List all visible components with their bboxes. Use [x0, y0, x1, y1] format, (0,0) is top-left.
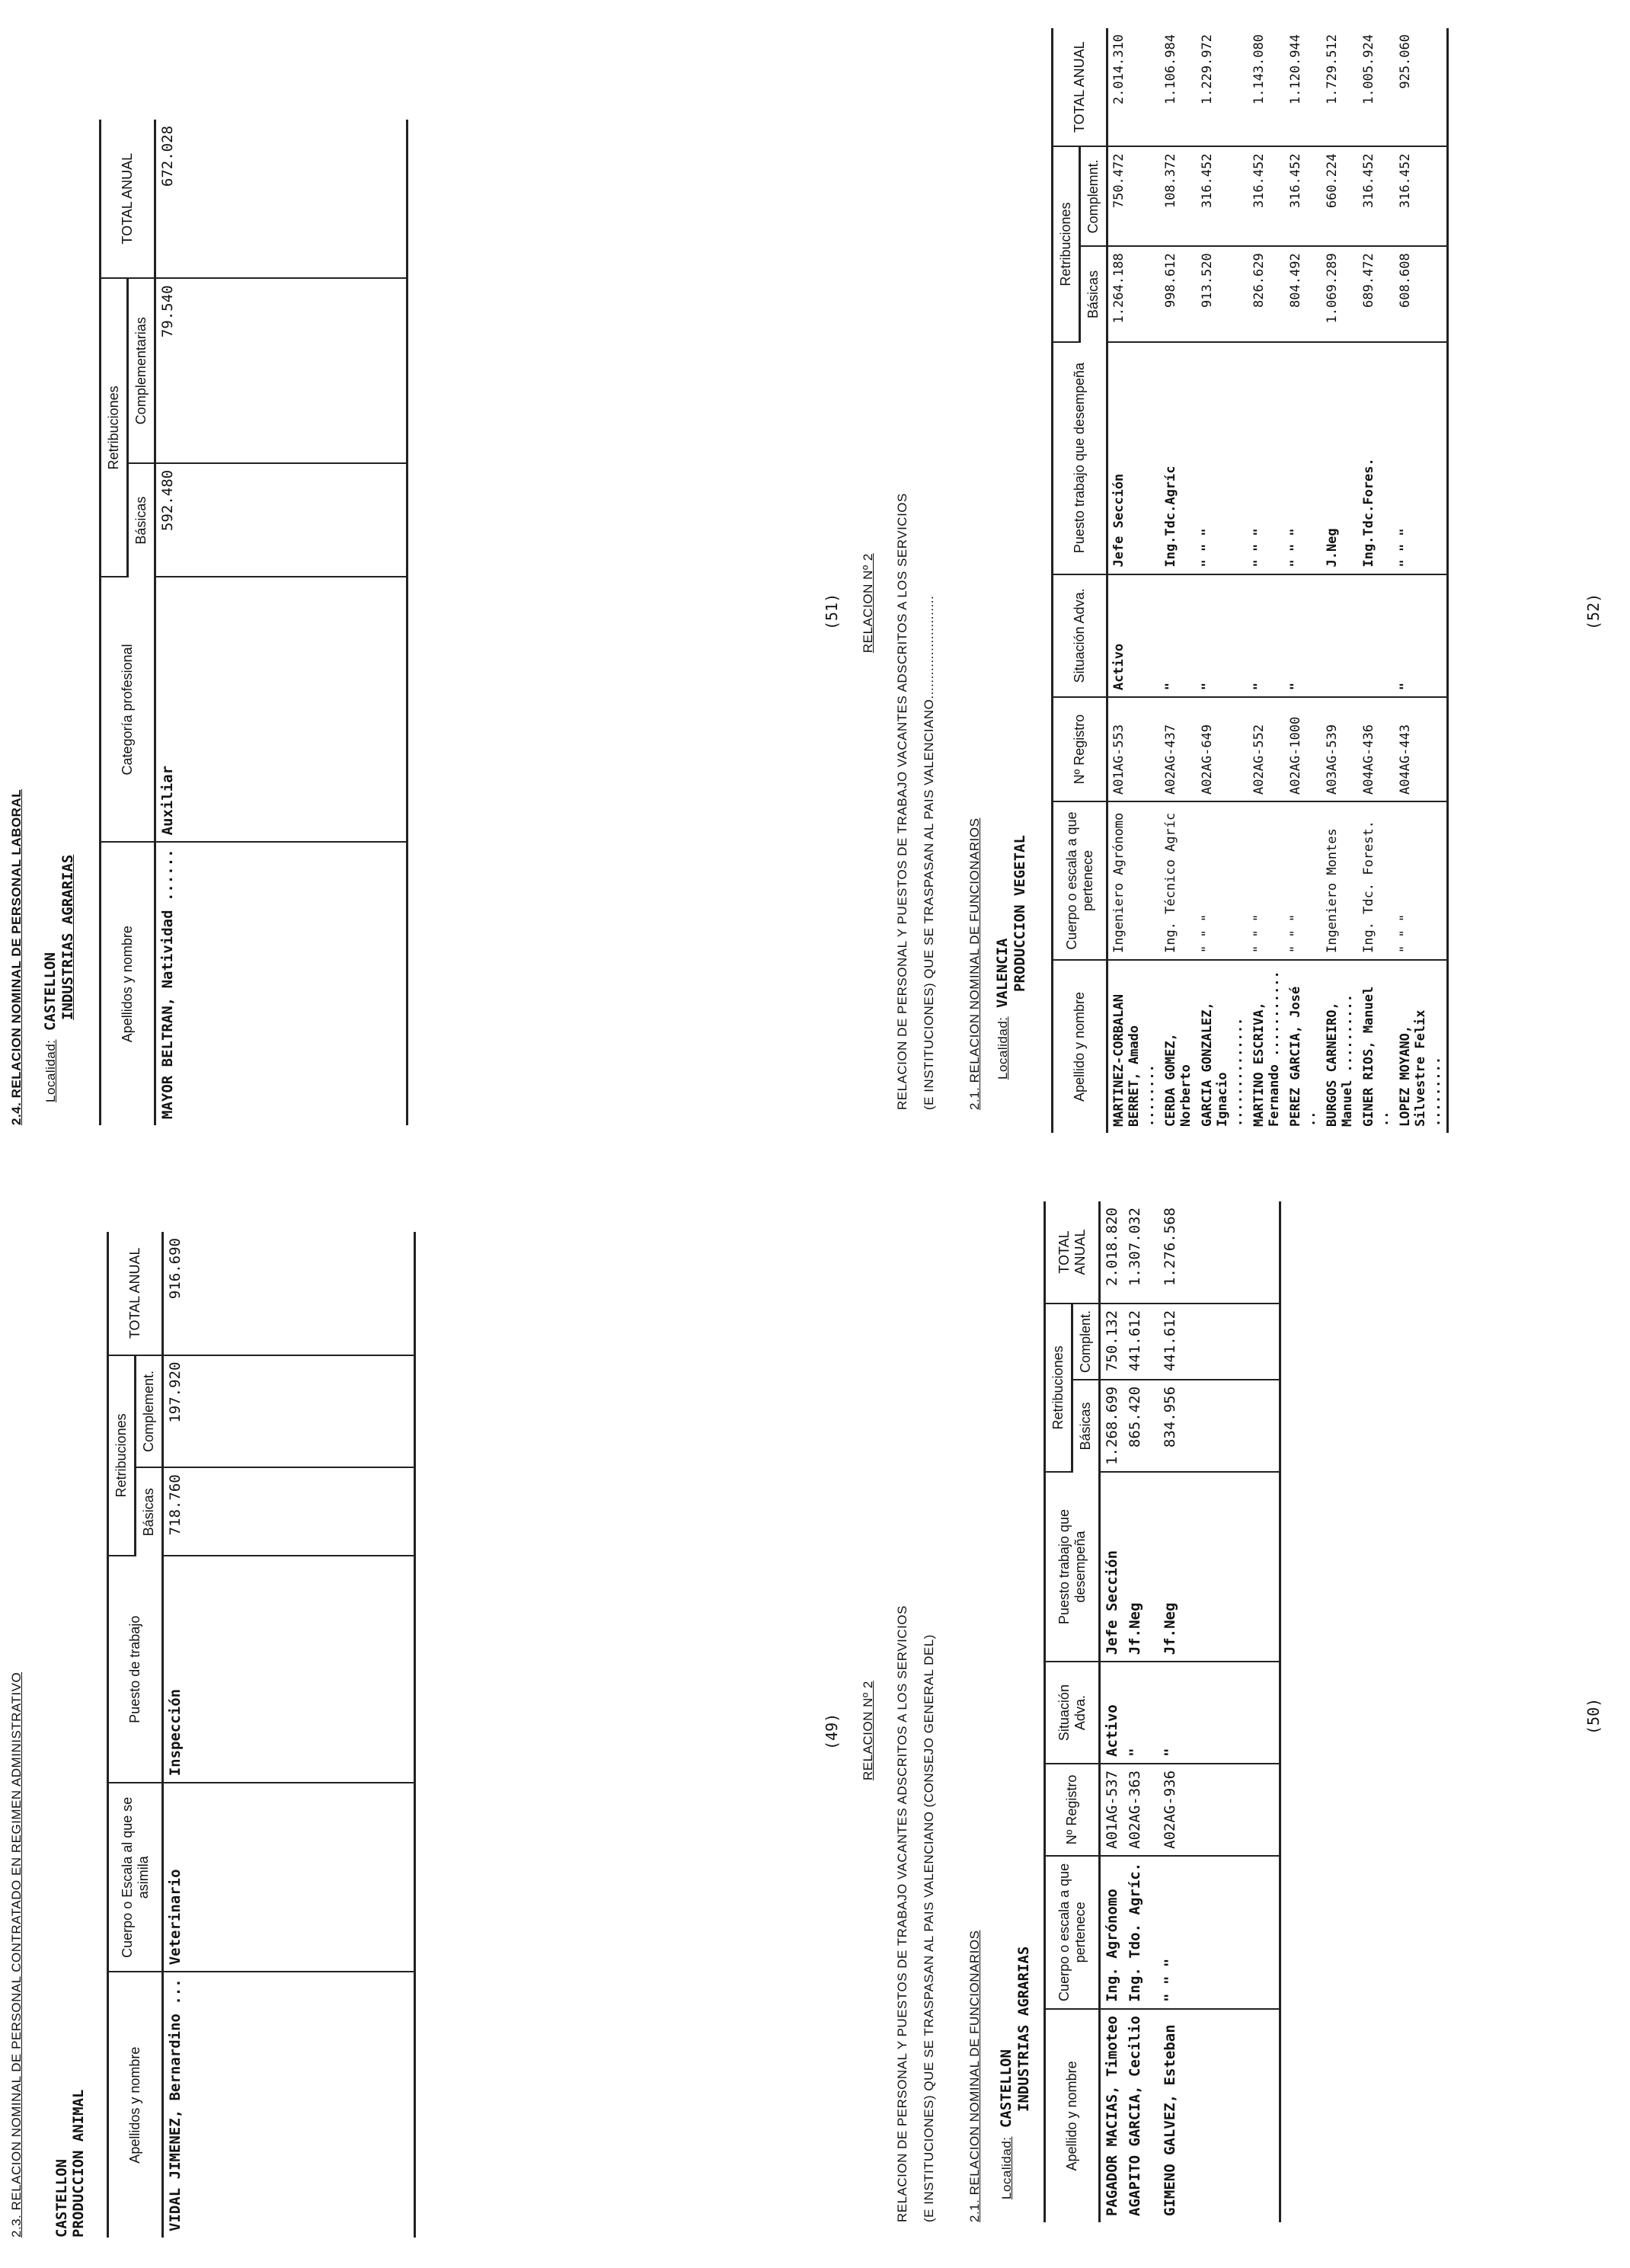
- cell: " " ": [1146, 1856, 1280, 2009]
- cell: 1.268.699: [1100, 1380, 1124, 1472]
- table-row: [1123, 1201, 1146, 2222]
- cell: 913.520: [1197, 246, 1248, 341]
- relacion-number: RELACION Nº 2: [861, 553, 875, 653]
- cell: " " ": [1248, 342, 1285, 574]
- officials-table-valencia: [1051, 28, 1449, 1133]
- cell: Ingeniero Agrónomo: [1107, 801, 1161, 960]
- cell: 916.690: [163, 1232, 415, 1355]
- cell: [1358, 574, 1395, 698]
- cell: " " ": [1285, 801, 1322, 960]
- place-unit: INDUSTRIAS AGRARIAS: [1015, 1946, 1032, 2112]
- cell: ": [1197, 574, 1248, 698]
- cell: 1.307.032: [1123, 1201, 1146, 1304]
- cell: CERDA GOMEZ, Norberto: [1163, 1033, 1194, 1127]
- place-province: CASTELLON: [998, 2049, 1015, 2129]
- col-header: Retribuciones: [1045, 1304, 1072, 1472]
- cell: 1.069.289: [1322, 246, 1358, 341]
- cell: [1322, 574, 1358, 698]
- table-row: [1322, 28, 1358, 1133]
- cell: 316.452: [1285, 147, 1322, 247]
- cell: 865.420: [1123, 1380, 1146, 1472]
- section-heading-2-1: 2.1. RELACION NOMINAL DE FUNCIONARIOS: [967, 817, 982, 1110]
- table-row: [1197, 28, 1248, 1133]
- cell: A02AG-437: [1160, 697, 1197, 801]
- col-header: Categoría profesional: [101, 577, 155, 842]
- cell: 660.224: [1322, 147, 1358, 247]
- col-header: Cuerpo o Escala al que se asimila: [108, 1783, 163, 1972]
- location-label: Localidad:: [43, 1039, 58, 1102]
- cell: " " ": [1197, 801, 1248, 960]
- page-number: (49): [823, 1713, 841, 1750]
- col-header: Puesto trabajo que desempeña: [1053, 342, 1107, 574]
- cell: " " ": [1285, 342, 1322, 574]
- cell: 804.492: [1285, 246, 1322, 341]
- cell: A01AG-537: [1100, 1764, 1124, 1856]
- contract-staff-table: [107, 1232, 416, 2238]
- cell: 998.612: [1160, 246, 1197, 341]
- cell: ": [1146, 1662, 1280, 1764]
- page-number: (50): [1584, 1697, 1603, 1735]
- col-header: Complent.: [1072, 1304, 1100, 1380]
- cell: 2.014.310: [1107, 28, 1161, 147]
- place-unit: PRODUCCION ANIMAL: [70, 2089, 87, 2238]
- col-header: Básicas: [1080, 246, 1107, 341]
- cell: 672.028: [155, 120, 408, 278]
- cell: AGAPITO GARCIA, Cecilio: [1127, 2015, 1143, 2216]
- table-row: [155, 120, 408, 1125]
- cell: A03AG-539: [1322, 697, 1358, 801]
- col-header: TOTAL ANUAL: [108, 1232, 163, 1355]
- cell: 689.472: [1358, 246, 1395, 341]
- cell: A04AG-436: [1358, 697, 1395, 801]
- col-header: Apellidos y nombre: [101, 842, 155, 1125]
- cell: 1.276.568: [1146, 1201, 1280, 1304]
- col-header: Complementarias: [128, 278, 155, 462]
- col-header: Puesto trabajo que desempeña: [1045, 1472, 1100, 1662]
- table-row: [1100, 1201, 1124, 2222]
- cell: " " ": [1395, 342, 1448, 574]
- officials-table-castellon: [1044, 1201, 1281, 2222]
- col-header: Retribuciones: [101, 278, 128, 577]
- cell: " " ": [1197, 342, 1248, 574]
- cell: Jefe Sección: [1107, 342, 1161, 574]
- table-row: [1160, 28, 1197, 1133]
- cell: 834.956: [1146, 1380, 1280, 1472]
- cell: ": [1285, 574, 1322, 698]
- section-heading-2-3: 2.3. RELACION NOMINAL DE PERSONAL CONTRATADO EN REGIMEN ADMINISTRATIVO: [9, 1671, 24, 2238]
- cell: ": [1395, 574, 1448, 698]
- cell: 1.229.972: [1197, 28, 1248, 147]
- cell: 1.106.984: [1160, 28, 1197, 147]
- cell: A02AG-1000: [1285, 697, 1322, 801]
- cell: 197.920: [163, 1355, 415, 1468]
- cell: Jefe Sección: [1100, 1472, 1124, 1662]
- cell: Veterinario: [163, 1783, 415, 1972]
- cell: Jf.Neg: [1123, 1472, 1146, 1662]
- section-heading-2-1: 2.1. RELACION NOMINAL DE FUNCIONARIOS: [967, 1930, 982, 2222]
- cell: 1.143.080: [1248, 28, 1285, 147]
- col-header: Complemnt.: [1080, 147, 1107, 247]
- place-unit: PRODUCCION VEGETAL: [1012, 835, 1028, 992]
- col-header: Puesto de trabajo: [108, 1556, 163, 1783]
- cell: MARTINEZ-CORBALAN BERRET, Amado ........: [1111, 994, 1157, 1127]
- cell: Jf.Neg: [1146, 1472, 1280, 1662]
- col-header: Apellido y nombre: [1045, 2009, 1100, 2222]
- cell: A02AG-649: [1197, 697, 1248, 801]
- document-title-line1: RELACION DE PERSONAL Y PUESTOS DE TRABAJO VACANTES ADSCRITOS A LOS SERVICIOS: [895, 1605, 909, 2222]
- cell: Ing. Agrónomo: [1100, 1856, 1124, 2009]
- table-row: [1285, 28, 1322, 1133]
- place-province: VALENCIA: [994, 938, 1011, 1009]
- col-header: Situación Adva.: [1045, 1662, 1100, 1764]
- cell: A02AG-552: [1248, 697, 1285, 801]
- cell: 1.120.944: [1285, 28, 1322, 147]
- cell: BURGOS CARNEIRO, Manuel ..........: [1325, 994, 1355, 1127]
- col-header: Retribuciones: [108, 1355, 136, 1556]
- table-row: [1107, 28, 1161, 1133]
- cell: LOPEZ MOYANO, Silvestre Felix .........: [1395, 960, 1448, 1133]
- cell: ": [1160, 574, 1197, 698]
- section-heading-2-4: 2.4. RELACION NOMINAL DE PERSONAL LABORAL: [9, 789, 24, 1125]
- cell: ": [1248, 574, 1285, 698]
- cell: Ing.Tdc.Fores.: [1358, 342, 1395, 574]
- cell: PAGADOR MACIAS, Timoteo: [1104, 2015, 1120, 2216]
- cell: 2.018.820: [1100, 1201, 1124, 1304]
- location-label: Localidad:: [996, 1016, 1010, 1080]
- cell: J.Neg: [1322, 342, 1358, 574]
- col-header: Nº Registro: [1045, 1764, 1100, 1856]
- cell: 316.452: [1395, 147, 1448, 247]
- cell: Activo: [1107, 574, 1161, 698]
- location-label: Localidad:: [999, 2136, 1014, 2199]
- cell: 316.452: [1248, 147, 1285, 247]
- table-row: [163, 1232, 415, 2238]
- page-number: (52): [1584, 593, 1603, 630]
- cell: Ing. Técnico Agríc: [1160, 801, 1197, 960]
- cell: A01AG-553: [1107, 697, 1161, 801]
- cell: 1.729.512: [1322, 28, 1358, 147]
- cell: 79.540: [155, 278, 408, 462]
- col-header: Nº Registro: [1053, 697, 1107, 801]
- cell: 1.264.188: [1107, 246, 1161, 341]
- place-unit: INDUSTRIAS AGRARIAS: [59, 854, 76, 1020]
- cell: 718.760: [163, 1467, 415, 1556]
- col-header: Cuerpo o escala a que pertenece: [1045, 1856, 1100, 2009]
- cell: 925.060: [1395, 28, 1448, 147]
- table-row: [1146, 1201, 1280, 2222]
- col-header: Básicas: [136, 1467, 163, 1556]
- cell: 592.480: [155, 463, 408, 577]
- cell: 316.452: [1197, 147, 1248, 247]
- cell: GINER RIOS, Manuel ..: [1361, 986, 1392, 1127]
- cell: Activo: [1100, 1662, 1124, 1764]
- cell: ": [1123, 1662, 1146, 1764]
- cell: Inspección: [163, 1556, 415, 1783]
- cell: Auxiliar: [155, 577, 408, 842]
- cell: A02AG-936: [1146, 1764, 1280, 1856]
- table-row: [1358, 28, 1395, 1133]
- cell: Ing.Tdc.Agríc: [1160, 342, 1197, 574]
- relacion-number: RELACION Nº 2: [861, 1681, 875, 1780]
- document-title-line2: (E INSTITUCIONES) QUE SE TRASPASAN AL PAIS VALENCIANO (CONSEJO GENERAL DEL): [922, 1634, 936, 2222]
- cell: " " ": [1395, 801, 1448, 960]
- cell: " " ": [1248, 801, 1285, 960]
- col-header: Complement.: [136, 1355, 163, 1468]
- col-header: Retribuciones: [1053, 147, 1080, 342]
- cell: 750.132: [1100, 1304, 1124, 1380]
- place-province: CASTELLON: [53, 2159, 70, 2238]
- cell: 750.472: [1107, 147, 1161, 247]
- cell: 1.005.924: [1358, 28, 1395, 147]
- place-province: CASTELLON: [42, 952, 59, 1032]
- cell: 826.629: [1248, 246, 1285, 341]
- col-header: Situación Adva.: [1053, 574, 1107, 698]
- document-title-line1: RELACION DE PERSONAL Y PUESTOS DE TRABAJO VACANTES ADSCRITOS A LOS SERVICIOS: [895, 493, 909, 1110]
- cell: PEREZ GARCIA, José ..: [1288, 986, 1318, 1127]
- cell: 108.372: [1160, 147, 1197, 247]
- cell: MAYOR BELTRAN, Natividad ......: [155, 842, 408, 1125]
- cell: GIMENO GALVEZ, Esteban: [1146, 2009, 1280, 2222]
- cell: VIDAL JIMENEZ, Bernardino ...: [163, 1972, 415, 2238]
- col-header: TOTAL ANUAL: [101, 120, 155, 278]
- cell: Ingeniero Montes: [1322, 801, 1358, 960]
- document-title-line2: (E INSTITUCIONES) QUE SE TRASPASAN AL PAIS VALENCIANO..........................: [922, 595, 936, 1110]
- table-row: [1395, 28, 1448, 1133]
- cell: MARTINO ESCRIVA, Fernando ...........: [1251, 971, 1282, 1127]
- cell: 441.612: [1146, 1304, 1280, 1380]
- table-row: [1248, 28, 1285, 1133]
- cell: A02AG-363: [1123, 1764, 1146, 1856]
- col-header: TOTAL ANUAL: [1053, 28, 1107, 147]
- cell: GARCIA GONZALEZ, Ignacio ..............: [1200, 1002, 1245, 1127]
- col-header: Apellido y nombre: [1053, 960, 1107, 1133]
- cell: A04AG-443: [1395, 697, 1448, 801]
- col-header: Cuerpo o escala a que pertenece: [1053, 801, 1107, 960]
- col-header: Básicas: [1072, 1380, 1100, 1472]
- cell: 608.608: [1395, 246, 1448, 341]
- page-number: (51): [823, 593, 841, 630]
- col-header: TOTAL ANUAL: [1045, 1201, 1100, 1304]
- col-header: Básicas: [128, 463, 155, 577]
- cell: 441.612: [1123, 1304, 1146, 1380]
- labor-staff-table: [99, 120, 408, 1125]
- cell: 316.452: [1358, 147, 1395, 247]
- col-header: Apellidos y nombre: [108, 1972, 163, 2238]
- cell: Ing. Tdc. Forest.: [1358, 801, 1395, 960]
- cell: Ing. Tdo. Agríc.: [1123, 1856, 1146, 2009]
